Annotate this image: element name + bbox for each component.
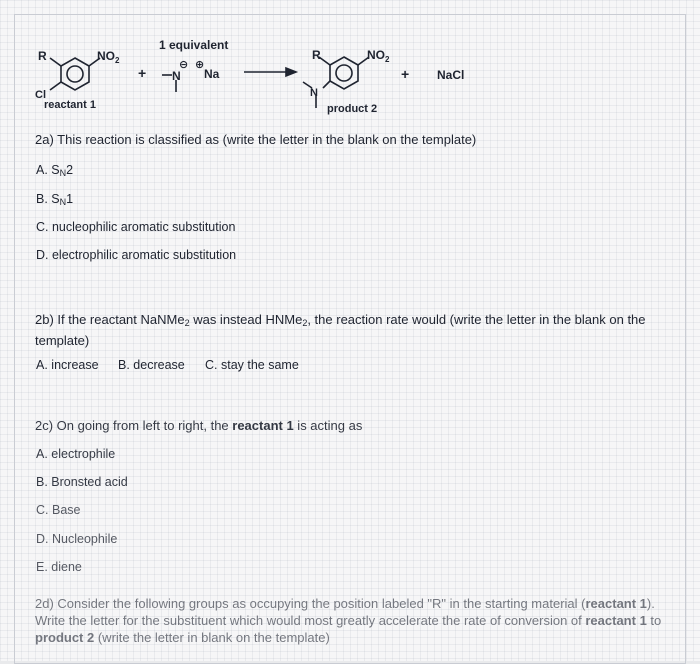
- question-2b-option-a[interactable]: A. increase: [36, 358, 99, 372]
- reaction-scheme: [0, 0, 700, 125]
- question-2d-prompt: 2d) Consider the following groups as occupying the position labeled "R" in the starting material (reactant 1). Write the letter for the substituent which would most greatly accelerate the rate of conversion of reactant 1 to product 2 (write the letter in blank on the template): [35, 596, 662, 645]
- question-2a-option-a[interactable]: A. $S_N2$: [36, 163, 74, 178]
- question-2a-option-d[interactable]: D. electrophilic aromatic substitution: [36, 248, 237, 262]
- question-2c-prompt: 2c) On going from left to right, the reactant 1 is acting as: [35, 418, 363, 433]
- reagent-na-label: Na: [204, 67, 220, 81]
- product-ring: [303, 57, 369, 108]
- product-n-label: N: [310, 87, 318, 99]
- reactant-ring: [50, 58, 100, 90]
- reactant-1-label: reactant 1: [44, 99, 96, 111]
- product-2-label: product 2: [327, 103, 378, 115]
- question-2c-option-b[interactable]: B. Bronsted acid: [36, 475, 128, 489]
- reactant-no2-label: $NO_2$: [97, 49, 120, 65]
- reagent-minus-charge: ⊖: [179, 59, 189, 71]
- reagent-n-label: N: [172, 69, 181, 83]
- question-2b-option-c[interactable]: C. stay the same: [205, 358, 299, 372]
- reactant-cl-label: Cl: [35, 89, 46, 101]
- plus-sign-1: +: [138, 65, 147, 81]
- question-2a-option-c[interactable]: C. nucleophilic aromatic substitution: [36, 220, 236, 234]
- question-2b-option-b[interactable]: B. decrease: [118, 358, 185, 372]
- reagent-plus-charge: ⊕: [195, 59, 205, 71]
- question-2b-prompt: 2b) If the reactant NaNMe$_2$ was instead HNMe$_2$, the reaction rate would (write the letter in the blank on the template): [35, 312, 646, 348]
- product-no2-label: $NO_2$: [367, 48, 390, 64]
- product-r-label: R: [312, 48, 321, 62]
- question-2c-option-d[interactable]: D. Nucleophile: [36, 532, 118, 546]
- question-2a-option-b[interactable]: B. $S_N1$: [36, 192, 74, 207]
- reaction-arrow: [244, 68, 296, 76]
- reactant-r-label: R: [38, 49, 47, 63]
- question-2a-prompt: 2a) This reaction is classified as (write the letter in the blank on the template): [35, 132, 477, 147]
- question-2c-option-a[interactable]: A. electrophile: [36, 447, 116, 461]
- plus-sign-2: +: [401, 66, 410, 82]
- equivalent-label: 1 equivalent: [159, 38, 229, 52]
- nacl-label: NaCl: [437, 68, 465, 82]
- question-2c-option-e[interactable]: E. diene: [36, 560, 82, 574]
- question-2c-option-c[interactable]: C. Base: [36, 503, 81, 517]
